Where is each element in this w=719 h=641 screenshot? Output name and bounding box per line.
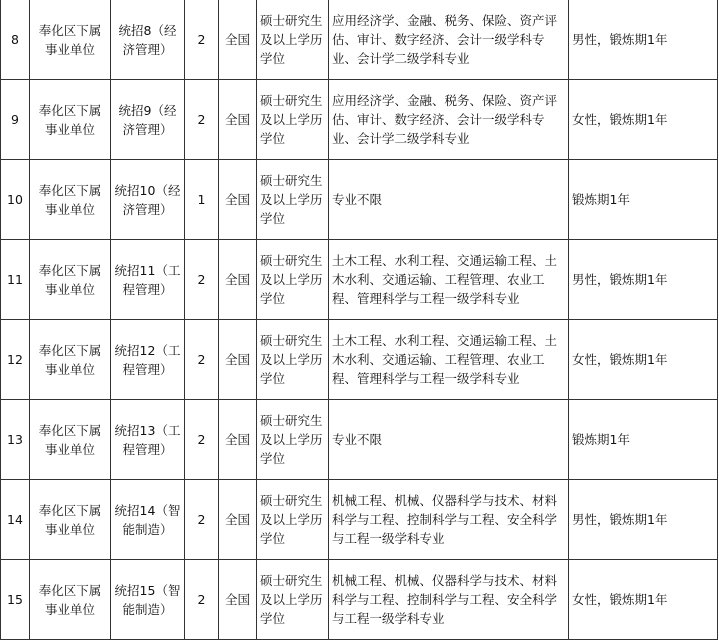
major-cell: 应用经济学、金融、税务、保险、资产评估、审计、数字经济、会计一级学科专业、会计学二级学科专业	[329, 0, 569, 80]
education-cell: 硕士研究生及以上学历学位	[257, 160, 329, 240]
unit-cell: 奉化区下属事业单位	[30, 160, 111, 240]
position-code-cell: 统招9（经济管理）	[111, 80, 185, 160]
headcount-cell: 2	[185, 240, 219, 320]
row-number-cell: 11	[1, 240, 30, 320]
other-requirements-cell: 锻炼期1年	[569, 400, 718, 480]
headcount-cell: 2	[185, 560, 219, 640]
position-code-cell: 统招8（经济管理）	[111, 0, 185, 80]
headcount-cell: 2	[185, 400, 219, 480]
headcount-cell: 1	[185, 160, 219, 240]
unit-cell: 奉化区下属事业单位	[30, 0, 111, 80]
recruit-scope-cell: 全国	[219, 80, 257, 160]
row-number-cell: 10	[1, 160, 30, 240]
major-cell: 机械工程、机械、仪器科学与技术、材料科学与工程、控制科学与工程、安全科学与工程一级学科专业	[329, 480, 569, 560]
other-requirements-cell: 女性，锻炼期1年	[569, 560, 718, 640]
major-cell: 土木工程、水利工程、交通运输工程、土木水利、交通运输、工程管理、农业工程、管理科学与工程一级学科专业	[329, 240, 569, 320]
education-cell: 硕士研究生及以上学历学位	[257, 480, 329, 560]
recruit-scope-cell: 全国	[219, 480, 257, 560]
unit-cell: 奉化区下属事业单位	[30, 320, 111, 400]
major-cell: 土木工程、水利工程、交通运输工程、土木水利、交通运输、工程管理、农业工程、管理科学与工程一级学科专业	[329, 320, 569, 400]
recruit-scope-cell: 全国	[219, 0, 257, 80]
unit-cell: 奉化区下属事业单位	[30, 480, 111, 560]
other-requirements-cell: 男性，锻炼期1年	[569, 240, 718, 320]
row-number-cell: 9	[1, 80, 30, 160]
headcount-cell: 2	[185, 480, 219, 560]
row-number-cell: 13	[1, 400, 30, 480]
recruit-scope-cell: 全国	[219, 240, 257, 320]
unit-cell: 奉化区下属事业单位	[30, 80, 111, 160]
other-requirements-cell: 女性，锻炼期1年	[569, 320, 718, 400]
position-code-cell: 统招14（智能制造）	[111, 480, 185, 560]
position-code-cell: 统招12（工程管理）	[111, 320, 185, 400]
other-requirements-cell: 男性，锻炼期1年	[569, 0, 718, 80]
education-cell: 硕士研究生及以上学历学位	[257, 0, 329, 80]
table-row	[1, 160, 718, 240]
position-code-cell: 统招13（工程管理）	[111, 400, 185, 480]
headcount-cell: 2	[185, 80, 219, 160]
recruit-scope-cell: 全国	[219, 560, 257, 640]
education-cell: 硕士研究生及以上学历学位	[257, 560, 329, 640]
table-row	[1, 80, 718, 160]
table-row	[1, 400, 718, 480]
table-row	[1, 320, 718, 400]
other-requirements-cell: 男性，锻炼期1年	[569, 480, 718, 560]
row-number-cell: 14	[1, 480, 30, 560]
major-cell: 专业不限	[329, 160, 569, 240]
table-row	[1, 480, 718, 560]
other-requirements-cell: 女性，锻炼期1年	[569, 80, 718, 160]
education-cell: 硕士研究生及以上学历学位	[257, 80, 329, 160]
position-code-cell: 统招11（工程管理）	[111, 240, 185, 320]
row-number-cell: 12	[1, 320, 30, 400]
other-requirements-cell: 锻炼期1年	[569, 160, 718, 240]
row-number-cell: 15	[1, 560, 30, 640]
position-code-cell: 统招10（经济管理）	[111, 160, 185, 240]
table-row	[1, 240, 718, 320]
row-number-cell: 8	[1, 0, 30, 80]
table-row	[1, 560, 718, 640]
headcount-cell: 2	[185, 320, 219, 400]
major-cell: 机械工程、机械、仪器科学与技术、材料科学与工程、控制科学与工程、安全科学与工程一级学科专业	[329, 560, 569, 640]
major-cell: 专业不限	[329, 400, 569, 480]
recruit-scope-cell: 全国	[219, 400, 257, 480]
unit-cell: 奉化区下属事业单位	[30, 560, 111, 640]
major-cell: 应用经济学、金融、税务、保险、资产评估、审计、数字经济、会计一级学科专业、会计学二级学科专业	[329, 80, 569, 160]
education-cell: 硕士研究生及以上学历学位	[257, 320, 329, 400]
unit-cell: 奉化区下属事业单位	[30, 240, 111, 320]
table-row	[1, 0, 718, 80]
recruit-scope-cell: 全国	[219, 320, 257, 400]
recruit-scope-cell: 全国	[219, 160, 257, 240]
unit-cell: 奉化区下属事业单位	[30, 400, 111, 480]
education-cell: 硕士研究生及以上学历学位	[257, 400, 329, 480]
headcount-cell: 2	[185, 0, 219, 80]
education-cell: 硕士研究生及以上学历学位	[257, 240, 329, 320]
table-body	[1, 0, 718, 640]
position-code-cell: 统招15（智能制造）	[111, 560, 185, 640]
